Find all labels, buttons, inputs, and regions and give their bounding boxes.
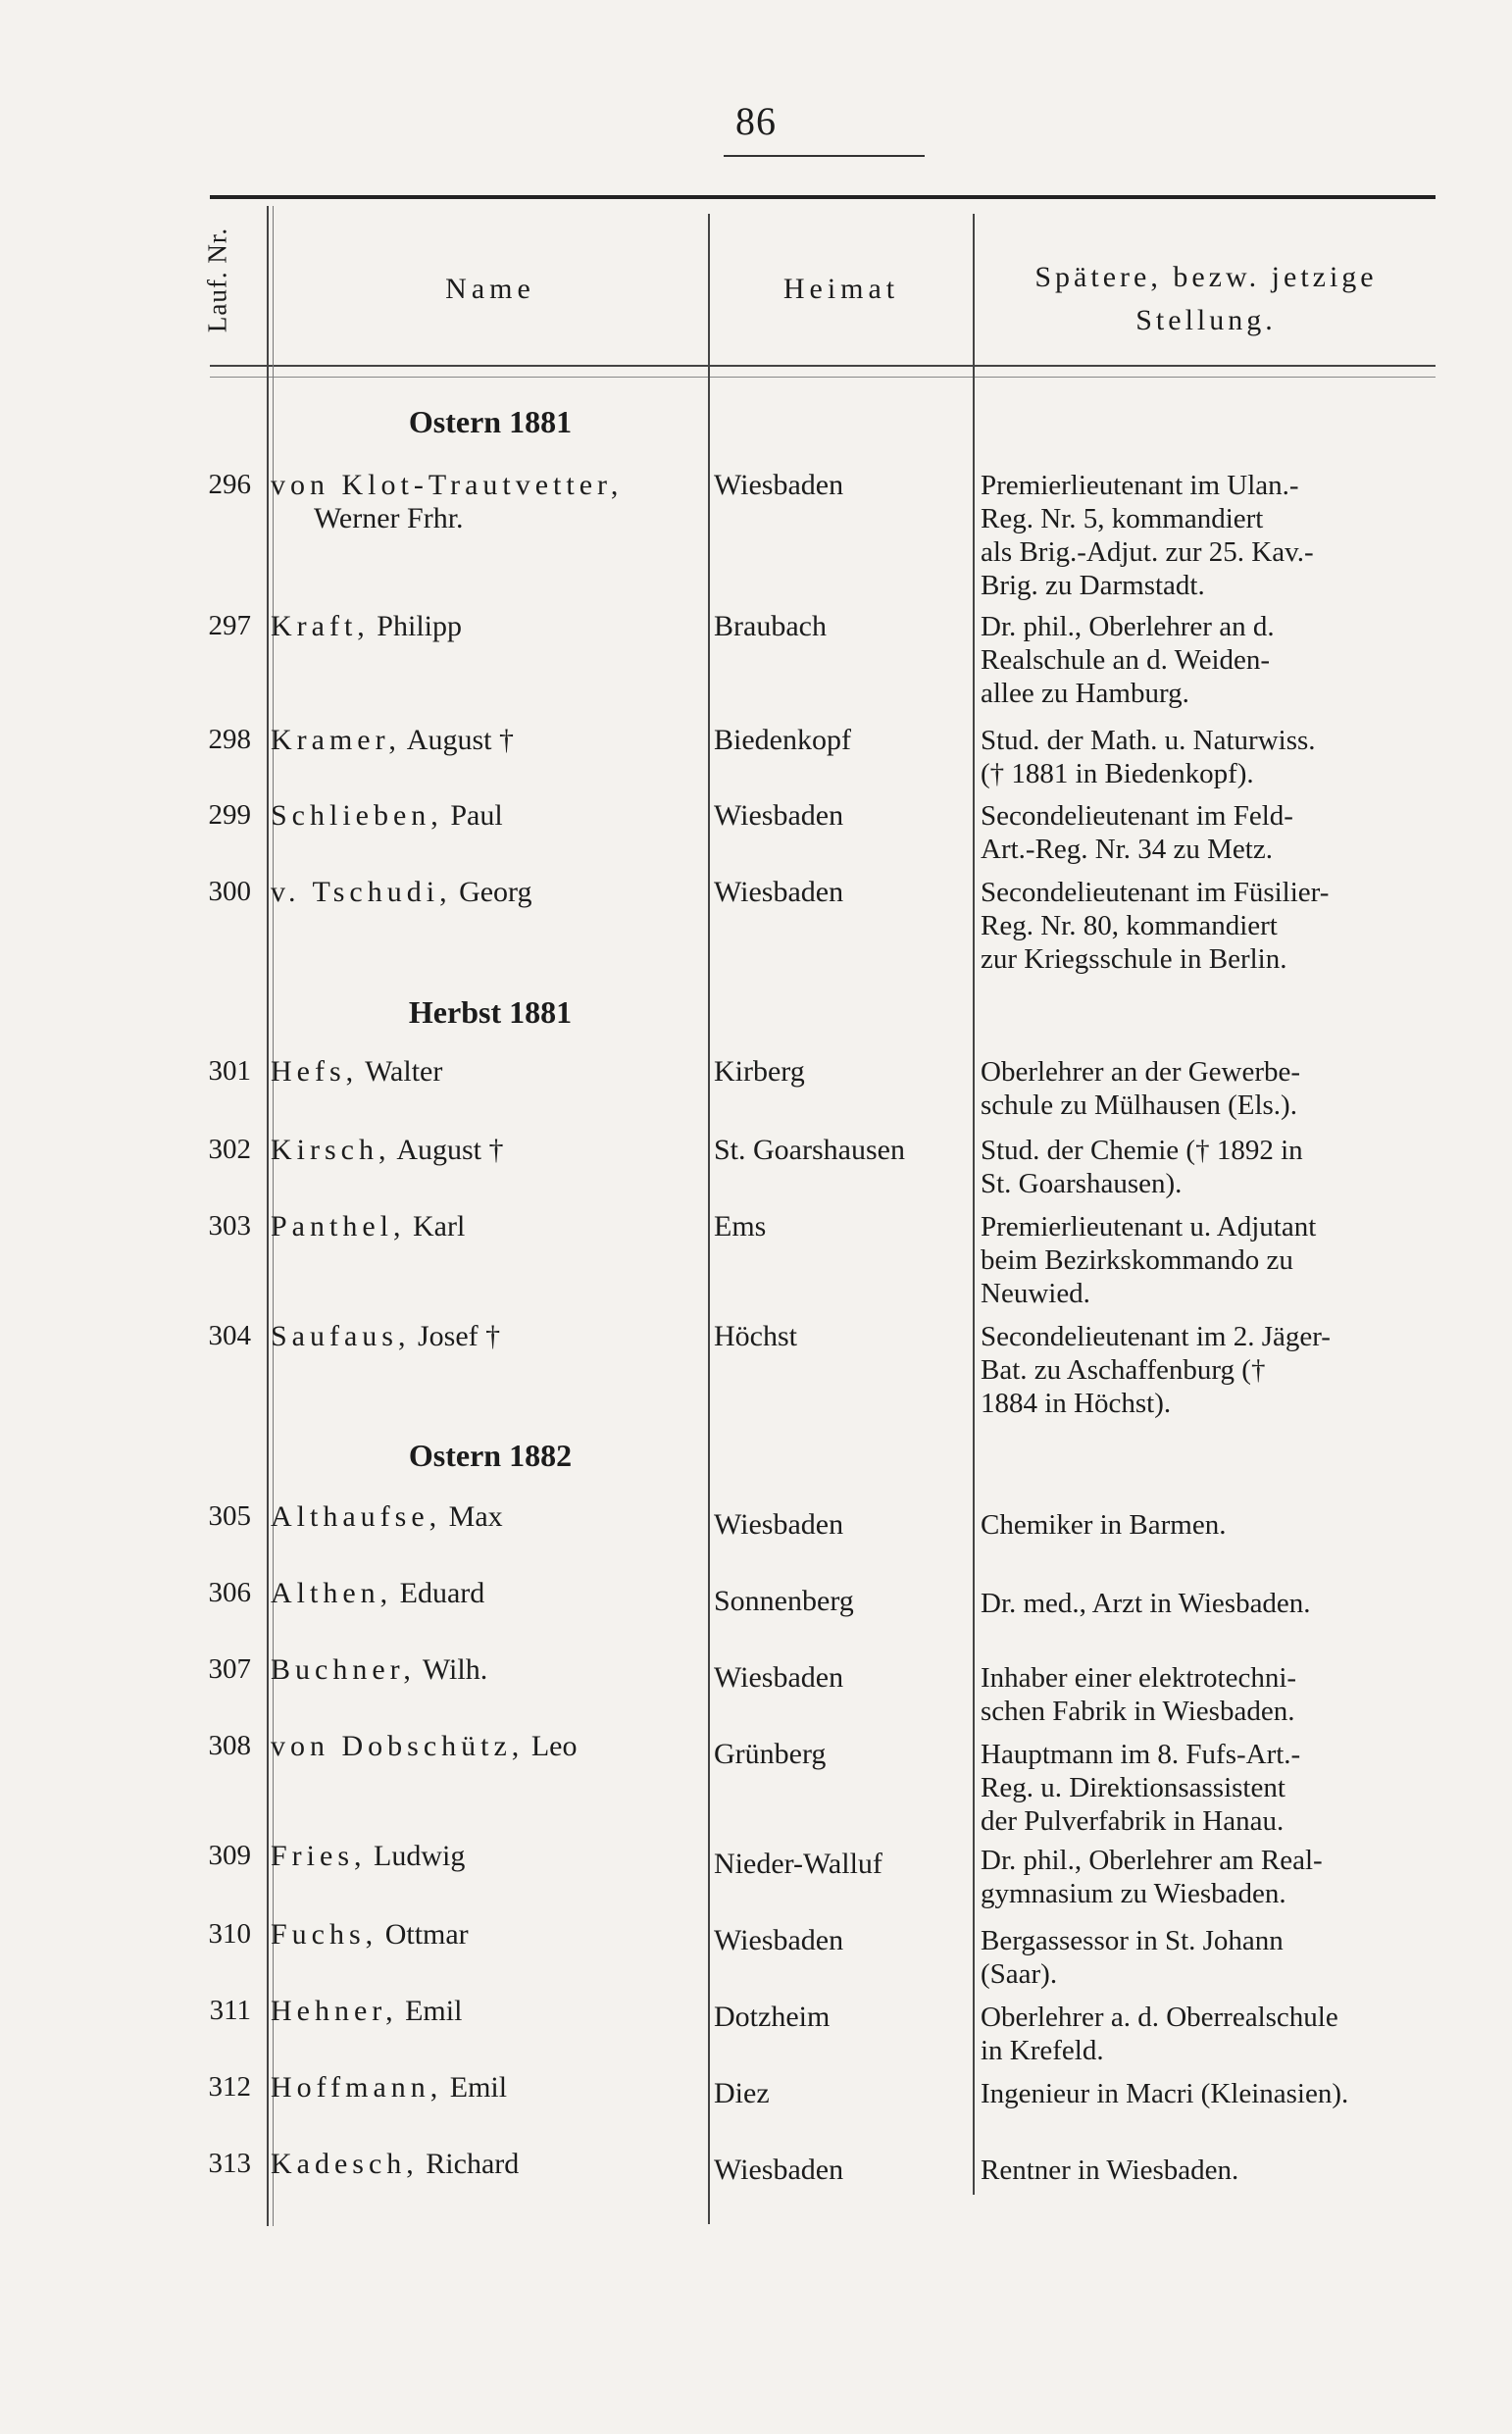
stellung-line: der Pulverfabrik in Hanau. — [981, 1805, 1285, 1837]
header-stellung-line1: Spätere, bezw. jetzige — [1034, 261, 1378, 293]
stellung-line: schule zu Mülhausen (Els.). — [981, 1090, 1297, 1121]
column-divider-name — [708, 214, 710, 2224]
row-number: 307 — [208, 1653, 251, 1685]
page-number: 86 — [735, 99, 777, 143]
stellung-line: St. Goarshausen). — [981, 1168, 1183, 1199]
row-stellung — [981, 2154, 1436, 2187]
row-given-name: Ludwig — [374, 1840, 466, 1872]
row-name — [271, 1840, 702, 1873]
row-name — [271, 2148, 702, 2181]
row-surname: Fuchs, — [271, 1918, 378, 1951]
row-number: 299 — [208, 799, 251, 831]
stellung-line: Chemiker in Barmen. — [981, 1509, 1227, 1541]
row-number: 304 — [208, 1320, 251, 1351]
row-heimat: Wiesbaden — [714, 799, 844, 832]
row-number: 298 — [208, 724, 251, 755]
row-given-name: Karl — [413, 1210, 466, 1242]
stellung-line: Stud. der Math. u. Naturwiss. — [981, 725, 1316, 756]
row-heimat: Höchst — [714, 1320, 797, 1352]
stellung-line: Premierlieutenant im Ulan.- — [981, 470, 1299, 501]
row-surname: Kraft, — [271, 610, 370, 642]
header-bottom-rule — [210, 365, 1436, 367]
row-given-name: Josef † — [417, 1320, 501, 1352]
row-given-name: Leo — [530, 1730, 578, 1762]
stellung-line: Dr. med., Arzt in Wiesbaden. — [981, 1588, 1311, 1619]
stellung-line: Bergassessor in St. Johann — [981, 1925, 1284, 1956]
row-name — [271, 2071, 702, 2104]
stellung-line: Art.-Reg. Nr. 34 zu Metz. — [981, 834, 1273, 865]
row-stellung — [981, 469, 1436, 602]
row-name — [271, 469, 702, 535]
header-name: Name — [445, 273, 535, 305]
row-given-name: Emil — [405, 1995, 463, 2027]
row-stellung — [981, 1844, 1436, 1910]
row-stellung — [981, 1738, 1436, 1838]
row-name — [271, 1210, 702, 1243]
stellung-line: Reg. Nr. 80, kommandiert — [981, 910, 1278, 941]
row-given-name: Emil — [449, 2071, 508, 2104]
row-name — [271, 1055, 702, 1089]
row-heimat: Biedenkopf — [714, 724, 851, 756]
row-given-name: Georg — [459, 876, 532, 908]
row-stellung — [981, 1210, 1436, 1310]
row-given-name: Paul — [450, 799, 503, 832]
row-number: 311 — [209, 1995, 251, 2026]
stellung-line: Neuwied. — [981, 1278, 1090, 1309]
row-number: 305 — [208, 1500, 251, 1532]
row-number: 308 — [208, 1730, 251, 1761]
stellung-line: Ingenieur in Macri (Kleinasien). — [981, 2078, 1349, 2109]
row-stellung — [981, 1320, 1436, 1420]
stellung-line: Secondelieutenant im 2. Jäger- — [981, 1321, 1331, 1352]
stellung-line: Rentner in Wiesbaden. — [981, 2155, 1239, 2186]
row-given-name: August † — [396, 1134, 504, 1166]
row-surname: Althen, — [271, 1577, 393, 1609]
row-surname: Buchner, — [271, 1653, 416, 1686]
row-heimat: Wiesbaden — [714, 876, 844, 908]
row-heimat: Wiesbaden — [714, 1661, 844, 1694]
stellung-line: Premierlieutenant u. Adjutant — [981, 1211, 1317, 1242]
stellung-line: Secondelieutenant im Feld- — [981, 800, 1293, 832]
row-stellung — [981, 724, 1436, 790]
row-number: 302 — [208, 1134, 251, 1165]
row-name — [271, 799, 702, 833]
row-number: 309 — [208, 1840, 251, 1871]
header-bottom-rule-thin — [210, 377, 1436, 378]
row-surname: Kramer, — [271, 724, 401, 756]
header-lauf-nr: Lauf. Nr. — [202, 227, 232, 333]
row-stellung — [981, 610, 1436, 710]
row-number: 313 — [208, 2148, 251, 2179]
stellung-line: Inhaber einer elektrotechni- — [981, 1662, 1297, 1694]
row-name — [271, 1577, 702, 1610]
row-given-name: Richard — [426, 2148, 520, 2180]
row-surname: Kirsch, — [271, 1134, 391, 1166]
row-name — [271, 1918, 702, 1952]
row-stellung — [981, 2001, 1436, 2067]
row-name — [271, 1653, 702, 1687]
row-stellung — [981, 1055, 1436, 1122]
row-heimat: Wiesbaden — [714, 469, 844, 501]
stellung-line: († 1881 in Biedenkopf). — [981, 758, 1254, 789]
section-heading: Ostern 1881 — [408, 404, 573, 439]
row-stellung — [981, 1661, 1436, 1728]
stellung-line: (Saar). — [981, 1958, 1058, 1990]
row-heimat: Braubach — [714, 610, 827, 642]
column-divider-lauf — [267, 206, 269, 2226]
row-stellung — [981, 1924, 1436, 1991]
stellung-line: Realschule an d. Weiden- — [981, 644, 1271, 676]
stellung-line: in Krefeld. — [981, 2035, 1104, 2066]
stellung-line: Stud. der Chemie († 1892 in — [981, 1135, 1303, 1166]
row-heimat: Grünberg — [714, 1738, 827, 1770]
header-heimat: Heimat — [782, 273, 900, 305]
stellung-line: Secondelieutenant im Füsilier- — [981, 877, 1330, 908]
row-name — [271, 1995, 702, 2028]
header-stellung-line2: Stellung. — [1135, 304, 1277, 336]
row-surname: von Dobschütz, — [271, 1730, 525, 1762]
row-heimat: Nieder-Walluf — [714, 1848, 882, 1880]
row-given-name: Ottmar — [384, 1918, 469, 1951]
row-surname: Althaufse, — [271, 1500, 442, 1533]
stellung-line: Reg. u. Direktionsassistent — [981, 1772, 1285, 1803]
row-surname: Panthel, — [271, 1210, 406, 1242]
row-name — [271, 1500, 702, 1534]
row-heimat: St. Goarshausen — [714, 1134, 905, 1166]
row-heimat: Kirberg — [714, 1055, 805, 1088]
row-surname: Fries, — [271, 1840, 367, 1872]
row-name — [271, 610, 702, 643]
row-number: 296 — [208, 469, 251, 500]
row-number: 310 — [208, 1918, 251, 1950]
row-heimat: Ems — [714, 1210, 767, 1242]
row-heimat: Sonnenberg — [714, 1585, 854, 1617]
stellung-line: beim Bezirkskommando zu — [981, 1244, 1293, 1276]
row-given-name: Philipp — [377, 610, 462, 642]
stellung-line: Reg. Nr. 5, kommandiert — [981, 503, 1264, 534]
row-surname: Kadesch, — [271, 2148, 419, 2180]
row-surname: Hefs, — [271, 1055, 359, 1088]
stellung-line: Brig. zu Darmstadt. — [981, 570, 1205, 601]
stellung-line: Hauptmann im 8. Fufs-Art.- — [981, 1739, 1301, 1770]
row-number: 300 — [208, 876, 251, 907]
row-heimat: Diez — [714, 2077, 770, 2109]
stellung-line: 1884 in Höchst). — [981, 1388, 1172, 1419]
row-given-name: Wilh. — [422, 1653, 488, 1686]
row-heimat: Wiesbaden — [714, 1508, 844, 1541]
row-given-name: Eduard — [399, 1577, 485, 1609]
section-heading: Ostern 1882 — [408, 1438, 573, 1473]
row-number: 312 — [208, 2071, 251, 2103]
row-surname: Schlieben, — [271, 799, 443, 832]
stellung-line: gymnasium zu Wiesbaden. — [981, 1878, 1286, 1909]
row-heimat: Wiesbaden — [714, 1924, 844, 1956]
row-name — [271, 724, 702, 757]
row-number: 303 — [208, 1210, 251, 1242]
row-stellung — [981, 876, 1436, 976]
row-name — [271, 1134, 702, 1167]
stellung-line: allee zu Hamburg. — [981, 678, 1189, 709]
stellung-line: zur Kriegsschule in Berlin. — [981, 943, 1287, 975]
row-surname: von Klot-Trautvetter, — [271, 469, 624, 501]
row-given-name: August † — [406, 724, 514, 756]
row-surname: v. Tschudi, — [271, 876, 452, 908]
row-number: 297 — [208, 610, 251, 641]
stellung-line: Oberlehrer an der Gewerbe- — [981, 1056, 1301, 1088]
row-stellung — [981, 1508, 1436, 1542]
row-name — [271, 1320, 702, 1353]
row-stellung — [981, 1134, 1436, 1200]
row-name — [271, 876, 702, 909]
section-heading: Herbst 1881 — [408, 994, 573, 1030]
row-surname: Saufaus, — [271, 1320, 411, 1352]
row-number: 301 — [208, 1055, 251, 1087]
stellung-line: Bat. zu Aschaffenburg († — [981, 1354, 1266, 1386]
stellung-line: Dr. phil., Oberlehrer an d. — [981, 611, 1275, 642]
row-stellung — [981, 1587, 1436, 1620]
table-top-rule — [210, 195, 1436, 199]
row-surname: Hoffmann, — [271, 2071, 443, 2104]
row-name — [271, 1730, 702, 1763]
row-given-name: Werner Frhr. — [314, 502, 464, 534]
row-given-name: Max — [448, 1500, 503, 1533]
row-stellung — [981, 2077, 1436, 2110]
row-surname: Hehner, — [271, 1995, 398, 2027]
stellung-line: Oberlehrer a. d. Oberrealschule — [981, 2002, 1338, 2033]
row-number: 306 — [208, 1577, 251, 1608]
page-number-rule — [724, 155, 925, 157]
row-given-name: Walter — [365, 1055, 443, 1088]
row-heimat: Wiesbaden — [714, 2154, 844, 2186]
stellung-line: schen Fabrik in Wiesbaden. — [981, 1696, 1295, 1727]
row-heimat: Dotzheim — [714, 2001, 831, 2033]
stellung-line: Dr. phil., Oberlehrer am Real- — [981, 1845, 1323, 1876]
stellung-line: als Brig.-Adjut. zur 25. Kav.- — [981, 536, 1314, 568]
row-stellung — [981, 799, 1436, 866]
column-divider-heimat — [973, 214, 975, 2195]
